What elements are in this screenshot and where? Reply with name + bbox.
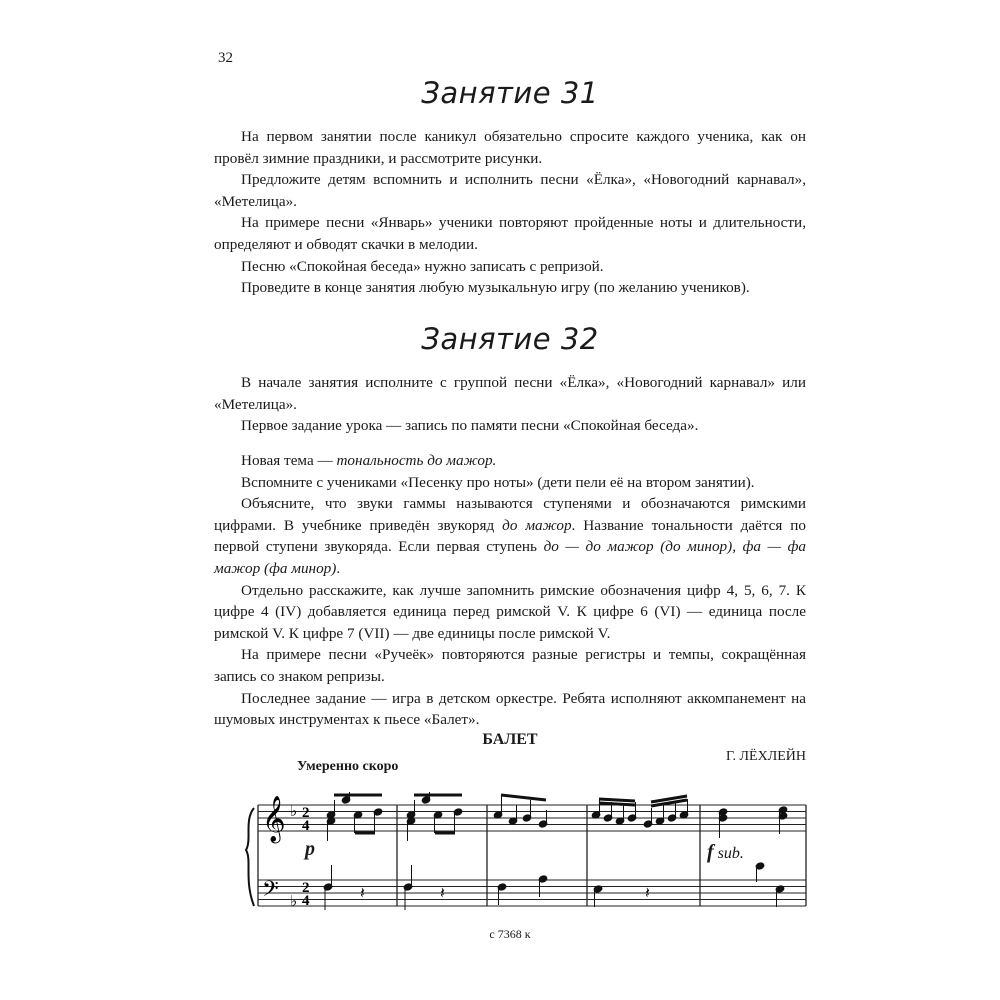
lesson-32-intro — [214, 372, 806, 437]
paragraph: Первое задание урока — запись по памяти песни «Спокойная беседа». — [241, 417, 699, 435]
svg-text:2: 2 — [302, 805, 310, 821]
page-number: 32 — [218, 50, 233, 66]
text-run: . Название тональности даётся по первой ступени звукоряда. Если первая ступень — [214, 516, 806, 556]
paragraph-explain — [214, 493, 806, 579]
flat-icon: ♭ — [290, 802, 298, 820]
dynamic-forte: f — [707, 841, 714, 863]
paragraph: Последнее задание — игра в детском оркестре. Ребята исполняют аккомпанемент на шумовых инструментах к пьесе «Балет». — [214, 689, 806, 729]
paragraph: Проведите в конце занятия любую музыкальную игру (по желанию учеников). — [241, 279, 750, 297]
svg-text:4: 4 — [302, 893, 310, 909]
svg-text:2: 2 — [302, 880, 310, 896]
text-run: . — [336, 559, 341, 577]
paragraph: Песню «Спокойная беседа» нужно записать с репризой. — [241, 257, 604, 275]
paragraph: В начале занятия исполните с группой песни «Ёлка», «Новогодний карнавал» или «Метелица». — [214, 374, 806, 413]
svg-text:4: 4 — [302, 818, 310, 834]
text-run: Объясните, что звуки гаммы называются ступенями и обозначаются римскими цифрами. В учебнике приведён звукоряд — [214, 495, 806, 534]
bass-clef-icon: 𝄢 — [262, 877, 279, 907]
paragraph: На первом занятии после каникул обязательно спросите каждого ученика, как он провёл зимние праздники, и рассмотрите рисунки. — [214, 128, 806, 167]
text-run-italic: до мажор — [502, 516, 572, 534]
lesson-31-text — [214, 126, 806, 299]
paragraph: На примере песни «Ручеёк» повторяются разные регистры и темпы, сокращённая запись со знаком репризы. — [214, 646, 806, 685]
paragraph: Предложите детям вспомнить и исполнить песни «Ёлка», «Новогодний карнавал», «Метелица». — [214, 171, 806, 210]
flat-icon: ♭ — [290, 892, 298, 910]
beam — [501, 795, 546, 800]
beam — [599, 803, 635, 805]
quarter-rest-icon: 𝄽 — [645, 883, 650, 902]
new-topic-prefix: Новая тема — — [241, 452, 337, 469]
lesson-32-text — [214, 450, 806, 731]
paragraph: Вспомните с учениками «Песенку про ноты» (дети пели её на втором занятии). — [241, 473, 755, 491]
quarter-rest-icon: 𝄽 — [360, 883, 365, 902]
lesson-32-title: Занятие 32 — [421, 322, 599, 356]
footer-code: с 7368 к — [489, 927, 531, 941]
tempo-marking: Умеренно скоро — [297, 759, 399, 774]
dynamic-piano: p — [305, 838, 315, 860]
dynamic-sub: sub. — [717, 845, 744, 862]
beam — [599, 799, 635, 801]
composer: Г. ЛЁХЛЕЙН — [726, 749, 806, 764]
music-score — [240, 770, 820, 920]
new-topic-italic: тональность до мажор. — [336, 452, 497, 469]
brace — [246, 808, 254, 906]
paragraph: На примере песни «Январь» ученики повторяют пройденные ноты и длительности, определяют и обводят скачки в мелодии. — [214, 214, 806, 253]
time-signature — [302, 805, 310, 909]
paragraph: Отдельно расскажите, как лучше запомнить римские обозначения цифр 4, 5, 6, 7. К цифре 4 (IV) добавляется единица перед римской V. К цифре 6 (VI) — единица после римской V. К цифре 7 (VII) — две единицы после римской V. — [214, 581, 806, 642]
quarter-rest-icon: 𝄽 — [440, 883, 445, 902]
text-run-italic: до — до мажор (до минор), фа — фа мажор (фа минор) — [214, 538, 807, 577]
lesson-31-title: Занятие 31 — [421, 76, 599, 110]
bass-staff — [258, 880, 806, 906]
paragraph-new-topic — [214, 450, 806, 472]
piece-title: БАЛЕТ — [482, 731, 538, 748]
treble-clef-icon: 𝄞 — [262, 796, 286, 842]
